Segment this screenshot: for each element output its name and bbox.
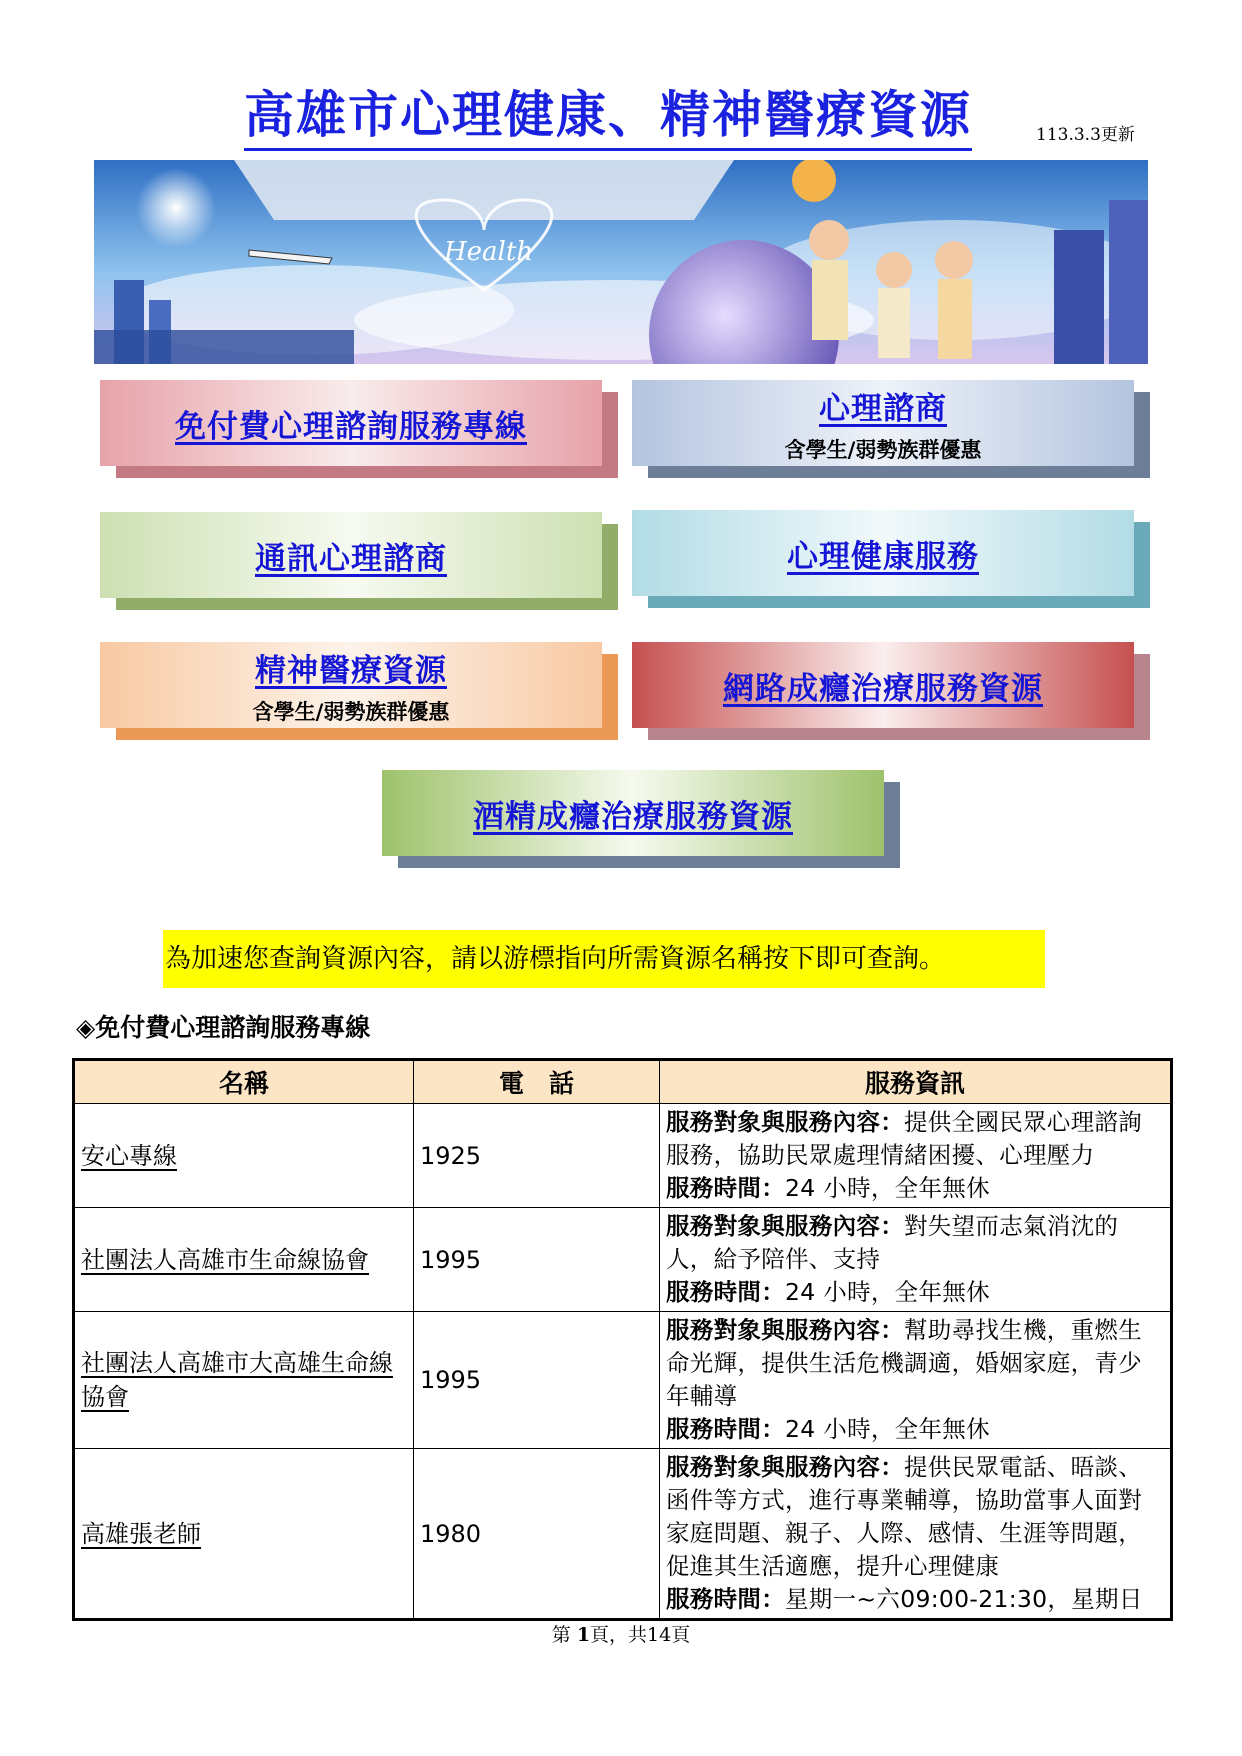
category-free-hotline-button[interactable] <box>100 380 602 466</box>
resource-name-link[interactable]: 安心專線 <box>81 1141 177 1170</box>
table-header-row <box>74 1060 1172 1104</box>
service-text: 幫助尋找生機，重燃生命光輝，提供生活危機調適，婚姻家庭，青少年輔導 <box>666 1316 1142 1410</box>
hours-text: 24 小時，全年無休 <box>785 1278 990 1306</box>
service-label: 服務對象與服務內容： <box>666 1453 904 1481</box>
category-label[interactable]: 網路成癮治療服務資源 <box>723 670 1043 707</box>
update-date: 113.3.3更新 <box>1036 125 1135 145</box>
column-header-phone: 電 話 <box>414 1060 660 1104</box>
category-psychiatric-button[interactable] <box>100 642 602 728</box>
service-label: 服務對象與服務內容： <box>666 1212 904 1240</box>
service-label: 服務對象與服務內容： <box>666 1108 904 1136</box>
column-header-name: 名稱 <box>74 1060 414 1104</box>
page-number: 1 <box>576 1624 591 1646</box>
table-row <box>74 1104 1172 1208</box>
hours-label: 服務時間： <box>666 1585 785 1613</box>
resource-phone: 1995 <box>414 1312 660 1449</box>
category-tele-counseling-button[interactable] <box>100 512 602 598</box>
resource-phone: 1980 <box>414 1449 660 1620</box>
usage-hint: 為加速您查詢資源內容，請以游標指向所需資源名稱按下即可查詢。 <box>163 930 1045 988</box>
page-suffix: 頁，共14頁 <box>590 1624 691 1646</box>
hours-text: 24 小時，全年無休 <box>785 1174 990 1202</box>
category-sublabel: 含學生/弱勢族群優惠 <box>784 437 982 462</box>
section-heading-free-hotline: ◈免付費心理諮詢服務專線 <box>76 1013 371 1042</box>
table-row <box>74 1208 1172 1312</box>
category-internet-addiction-button[interactable] <box>632 642 1134 728</box>
resource-info <box>660 1104 1172 1208</box>
table-row <box>74 1312 1172 1449</box>
category-counseling-button[interactable] <box>632 380 1134 466</box>
category-label[interactable]: 心理健康服務 <box>787 538 979 575</box>
resource-info <box>660 1208 1172 1312</box>
table-row <box>74 1449 1172 1620</box>
category-sublabel: 含學生/弱勢族群優惠 <box>252 699 450 724</box>
category-alcohol-addiction-button[interactable] <box>382 770 884 856</box>
banner-health-text: Health <box>444 237 534 267</box>
resource-phone: 1925 <box>414 1104 660 1208</box>
resource-info <box>660 1312 1172 1449</box>
category-label[interactable]: 心理諮商 <box>819 390 947 427</box>
resource-name-cell <box>74 1104 414 1208</box>
hours-label: 服務時間： <box>666 1415 785 1443</box>
hours-text: 24 小時，全年無休 <box>785 1415 990 1443</box>
resource-info <box>660 1449 1172 1620</box>
resource-phone: 1995 <box>414 1208 660 1312</box>
service-text: 提供全國民眾心理諮詢服務，協助民眾處理情緒困擾、心理壓力 <box>666 1108 1142 1169</box>
resource-name-cell <box>74 1312 414 1449</box>
health-banner-image <box>94 160 1148 364</box>
column-header-info: 服務資訊 <box>660 1060 1172 1104</box>
hours-label: 服務時間： <box>666 1174 785 1202</box>
page-footer <box>0 1620 1242 1647</box>
category-label[interactable]: 精神醫療資源 <box>255 652 447 689</box>
resource-name-link[interactable]: 社團法人高雄市生命線協會 <box>81 1245 369 1274</box>
page-prefix: 第 <box>551 1624 577 1646</box>
service-text: 對失望而志氣消沈的人，給予陪伴、支持 <box>666 1212 1119 1273</box>
hours-label: 服務時間： <box>666 1278 785 1306</box>
hours-text: 星期一~六09:00-21:30，星期日 <box>785 1585 1143 1613</box>
category-label[interactable]: 通訊心理諮商 <box>255 540 447 577</box>
category-mental-health-button[interactable] <box>632 510 1134 596</box>
service-label: 服務對象與服務內容： <box>666 1316 904 1344</box>
resource-name-cell <box>74 1208 414 1312</box>
resource-name-cell <box>74 1449 414 1620</box>
service-text: 提供民眾電話、晤談、函件等方式，進行專業輔導，協助當事人面對家庭問題、親子、人際、感情、生涯等問題，促進其生活適應，提升心理健康 <box>666 1453 1142 1580</box>
page-title: 高雄市心理健康、精神醫療資源 <box>244 84 972 151</box>
resource-name-link[interactable]: 社團法人高雄市大高雄生命線協會 <box>81 1349 393 1411</box>
resource-table <box>72 1058 1173 1621</box>
category-label[interactable]: 酒精成癮治療服務資源 <box>473 798 793 835</box>
category-label[interactable]: 免付費心理諮詢服務專線 <box>175 408 527 445</box>
resource-name-link[interactable]: 高雄張老師 <box>81 1519 201 1548</box>
